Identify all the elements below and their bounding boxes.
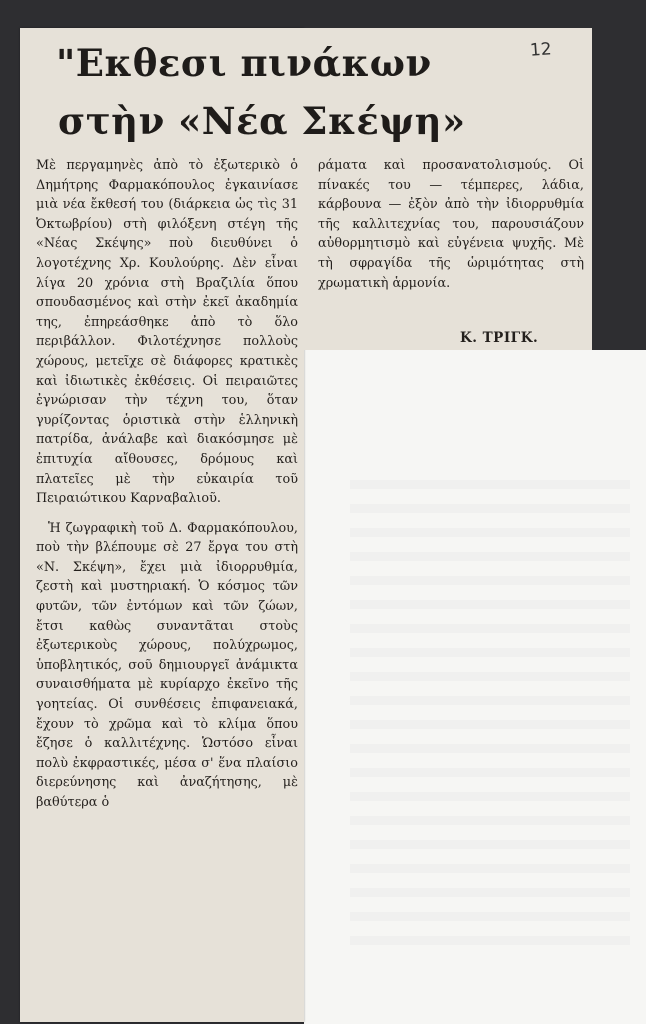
headline-line-2: στὴν «Νέα Σκέψη» bbox=[58, 99, 466, 143]
paragraph-2: Ἡ ζωγραφικὴ τοῦ Δ. Φαρμακόπουλου, ποὺ τὴν βλέπουμε σὲ 27 ἔργα του στὴ «Ν. Σκέψη», ἔχει μιὰ ἰδιορρυθμία, ζεστὴ καὶ μυστηριακή. Ὁ κόσμος τῶν φυτῶν, τῶν ἐντόμων καὶ τῶν ζώων, ἔτσι καθὼς συναντᾶται στοὺς ἐξωτερικοὺς χώρους, πολύχρωμος, ὑποβλητικός, σοῦ δημιουργεῖ ἀνάμικτα συναισθήματα μὲ κυρίαρχο ἐκεῖνο τῆς γοητείας. Οἱ συνθέσεις ἐπιφανειακά, ἔχουν τὸ χρῶμα καὶ τὸ κλίμα ὅπου ἔζησε ὁ καλλιτέχνης. Ὡστόσο εἶναι πολὺ ἐκφραστικές, μέσα σ' ἕνα πλαίσιο διερεύνησης καὶ ἀναζήτησης, μὲ βαθύτερα ὁ bbox=[36, 520, 298, 810]
article-column-left bbox=[36, 156, 298, 813]
paragraph-1: Μὲ περγαμηνὲς ἀπὸ τὸ ἐξωτερικὸ ὁ Δημήτρης Φαρμακόπουλος ἐγκαινίασε μιὰ νέα ἔκθεσή του (διάρκεια ὡς τὶς 31 Ὀκτωβρίου) στὴ φιλόξενη στέγη τῆς «Νέας Σκέψης» ποὺ διευθύνει ὁ λογοτέχνης Χρ. Κουλούρης. Δὲν εἶναι λίγα 20 χρόνια στὴ Βραζιλία ὅπου σπουδασμένος καὶ στὴν ἐκεῖ ἀκαδημία της, ἐπηρεάσθηκε ἀπὸ τὸ ὅλο περιβάλλον. Φιλοτέχνησε πολλοὺς χώρους, μετεῖχε σὲ διάφορες κρατικὲς καὶ ἰδιωτικὲς ἐκθέσεις. Οἱ πειραιῶτες ἐγνώρισαν τὴν τέχνη του, ὅταν γυρίζοντας ὁριστικὰ στὴν ἑλληνικὴ πατρίδα, ἀνάλαβε καὶ διακόσμησε μὲ ἐπιτυχία αἴθουσες, δρόμους καὶ πλατεῖες μὲ τὴν εὐκαιρία τοῦ Πειραιώτικου Καρναβαλιοῦ. bbox=[36, 158, 298, 507]
show-through-texture bbox=[350, 480, 630, 960]
article-column-right bbox=[318, 156, 584, 293]
paragraph-3: ράματα καὶ προσανατολισμούς. Οἱ πίνακές του — τέμπερες, λάδια, κάρβουνα — ἐξὸν ἀπὸ τὴν ἰδιορρυθμία τῆς καλλιτεχνίας του, παρουσιάζουν αὐθορμητισμὸ καὶ εὐγένεια ψυχῆς. Μὲ τὴ σφραγίδα τῆς ὡριμότητας στὴ χρωματικὴ ἁρμονία. bbox=[318, 158, 584, 291]
headline-line-1: "Εκθεσι πινάκων bbox=[56, 41, 432, 85]
article-headline bbox=[56, 34, 576, 150]
author-signature: Κ. ΤΡΙΓΚ. bbox=[460, 330, 539, 346]
handwritten-page-number: 12 bbox=[529, 39, 553, 61]
